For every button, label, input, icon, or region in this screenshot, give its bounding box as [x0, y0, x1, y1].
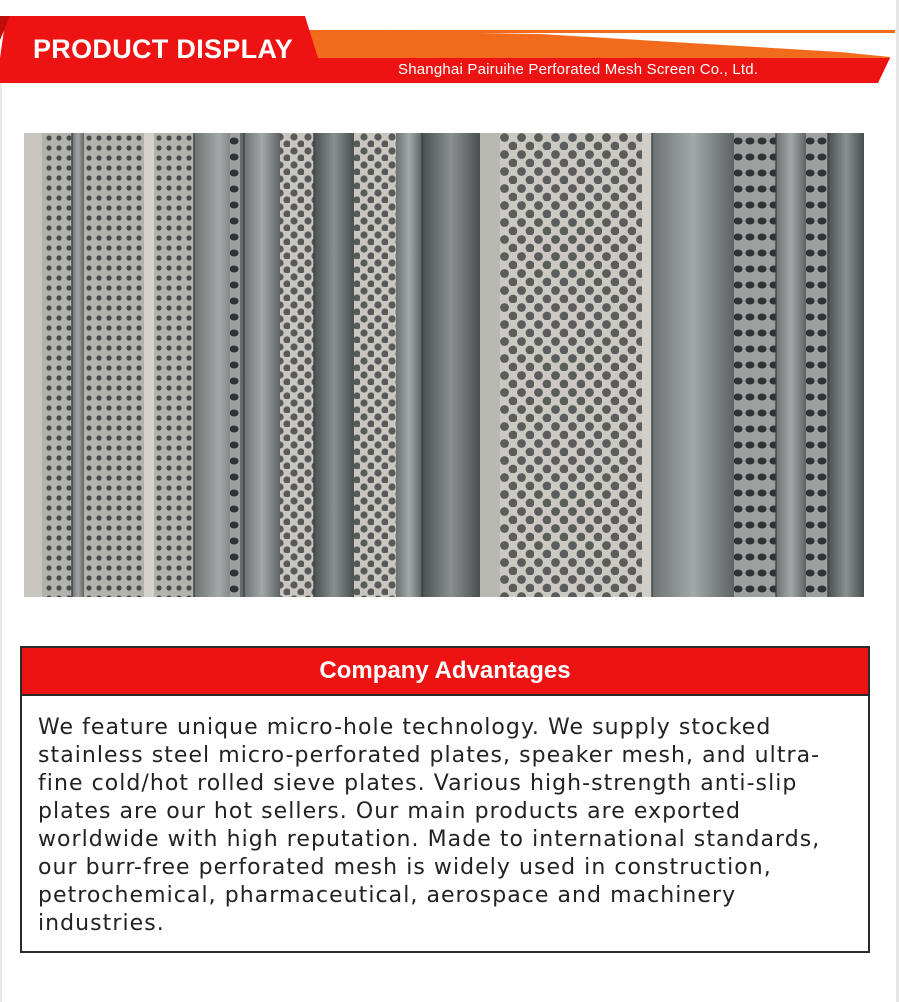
advantages-text: We feature unique micro-hole technology. We supply stocked stainless steel micro-perforated plates, speaker mesh, and ultra-fine cold/hot rolled sieve plates. Various high-strength anti-slip plates are our hot sellers. Our main products are exported worldwide with high reputation. Made to international standards, our burr-free perforated mesh is widely used in construction, petrochemical, pharmaceutical, aerospace and machinery industries.: [38, 715, 821, 936]
header-banner: [0, 0, 899, 100]
product-photo: [24, 133, 864, 597]
advantages-box: [20, 646, 870, 953]
banner-title: PRODUCT DISPLAY: [33, 34, 294, 64]
perforated-plates-image: [24, 133, 864, 597]
banner-orange-wedge: [300, 30, 890, 58]
advantages-title: Company Advantages: [319, 657, 571, 684]
advantages-header: [22, 648, 868, 696]
page-left-border: [0, 83, 2, 1002]
company-name: Shanghai Pairuihe Perforated Mesh Screen Co., Ltd.: [398, 61, 759, 78]
